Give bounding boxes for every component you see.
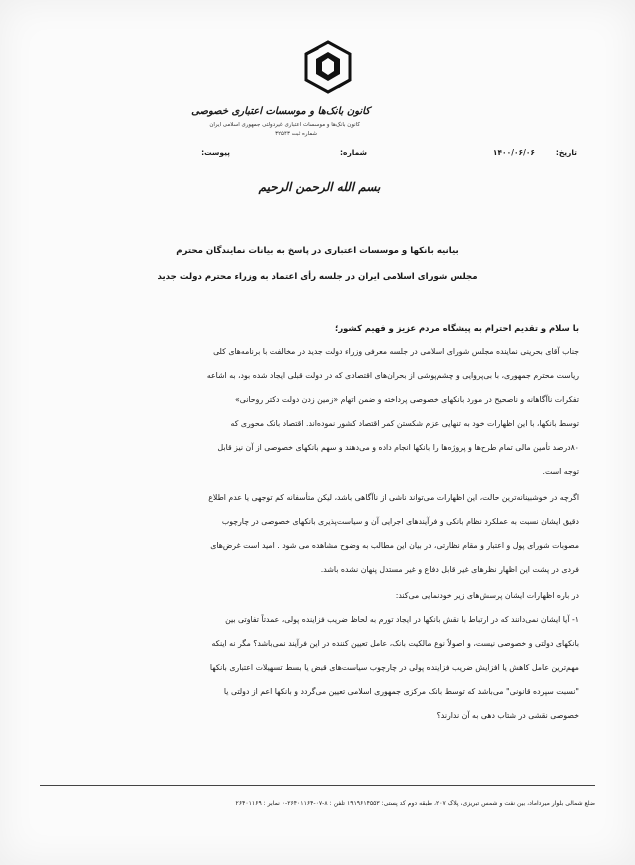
body-line: دقیق ایشان نسبت به عملکرد نظام بانکی و فرآیندهای اجرایی آن و سیاست‌پذیری بانکهای خصوصی در چارچوب xyxy=(221,517,579,526)
body-line: ۱- آیا ایشان نمی‌دانند که در ارتباط با نقش بانکها در ایجاد تورم به لحاظ ضریب فزاینده پولی، عمدتاً تفاوتی بین xyxy=(225,615,579,624)
date-value: ۱۴۰۰/۰۶/۰۶ xyxy=(492,148,535,157)
body-line: "نسبت سپرده قانونی" می‌باشد که توسط بانک مرکزی جمهوری اسلامی تعیین می‌گردد و بانکها اعم از دولتی یا xyxy=(223,687,579,696)
letter-meta xyxy=(0,148,635,164)
body-line: تفکرات ناآگاهانه و ناصحیح در مورد بانکهای خصوصی پرداخته و ضمن اتهام «زمین زدن دولت دکتر روحانی» xyxy=(234,395,579,404)
body-line: توسط بانکها، با این اظهارات خود به تنهایی عزم شکستن کمر اقتصاد کشور نموده‌اند. اقتصاد بانک محوری که xyxy=(230,419,579,428)
organization-logo-icon xyxy=(302,40,354,98)
statement-title-line-1: بیانیه بانکها و موسسات اعتباری در پاسخ به بیانات نمایندگان محترم xyxy=(176,246,459,256)
body-line: توجه است. xyxy=(542,467,579,476)
registration-number: شماره ثبت ۳۲۵۴۳ xyxy=(275,131,317,137)
body-line: مصوبات شورای پول و اعتبار و مقام نظارتی، در بیان این مطالب به وضوح مشاهده می شود . امید است غرض‌های xyxy=(210,541,579,550)
body-line: اگرچه در خوشبینانه‌ترین حالت، این اظهارات می‌تواند ناشی از ناآگاهی باشد، لیکن متأسفانه کم توجهی یا عدم اطلاع xyxy=(208,493,579,502)
body-line: فردی در پشت این اظهار نظرهای غیر قابل دفاع و غیر مستدل پنهان نشده باشد. xyxy=(320,565,579,574)
basmala: بسم الله الرحمن الرحیم xyxy=(258,180,381,194)
letterhead xyxy=(0,30,635,140)
body-line: بانکهای دولتی و خصوصی نیست، و اصولاً نوع مالکیت بانک، عامل تعیین کننده در این فرآیند نمی‌باشد؟ مگر نه اینکه xyxy=(211,639,579,648)
salutation: با سلام و تقدیم احترام به پیشگاه مردم عزیز و فهیم کشور؛ xyxy=(335,323,579,333)
statement-title-line-2: مجلس شورای اسلامی ایران در جلسه رأی اعتماد به وزراء محترم دولت جدید xyxy=(157,272,478,282)
body-line: در باره اظهارات ایشان پرسش‌های زیر خودنمایی می‌کند: xyxy=(395,591,579,600)
organization-name: کانون بانک‌ها و موسسات اعتباری خصوصی xyxy=(191,106,370,117)
date-label: تاریخ: xyxy=(555,148,577,157)
body-line: ۸۰درصد تأمین مالی تمام طرح‌ها و پروژه‌ها را بانکها انجام داده و می‌دهند و سهم بانکهای خصوصی از آن نیز قابل xyxy=(217,443,579,452)
body-line: خصوصی نقشی در شتاب دهی به آن ندارند؟ xyxy=(436,711,579,720)
footer-address: ضلع شمالی بلوار میرداماد، بین نفت و شمس تبریزی، پلاک ۲۰۷، طبقه دوم کد پستی: ۱۹۱۹۶۱۴۵۵۳ تلفن : ۸-۰۷-۲۶۴۰۱۱۶۴-۰ نمابر : ۲۶۴۰۱۱۶۹ xyxy=(235,800,595,807)
organization-subtitle: کانون بانک‌ها و موسسات اعتباری غیردولتی جمهوری اسلامی ایران xyxy=(209,122,360,128)
body-line: جناب آقای بحرینی نماینده مجلس شورای اسلامی در جلسه معرفی وزراء دولت جدید در مخالفت با برنامه‌های کلی xyxy=(213,347,579,356)
body-line: ریاست محترم جمهوری، با بی‌پروایی و چشم‌پوشی از بحران‌های اقتصادی که در دولت قبلی ایجاد شده بود، به اشاعه xyxy=(206,371,579,380)
body-line: مهم‌ترین عامل کاهش یا افزایش ضریب فزاینده پولی در چارچوب سیاست‌های قبض یا بسط تسهیلات اعتباری بانکها xyxy=(209,663,579,672)
footer-divider xyxy=(40,785,595,786)
number-label: شماره: xyxy=(340,148,367,157)
attachment-label: پیوست: xyxy=(201,148,230,157)
